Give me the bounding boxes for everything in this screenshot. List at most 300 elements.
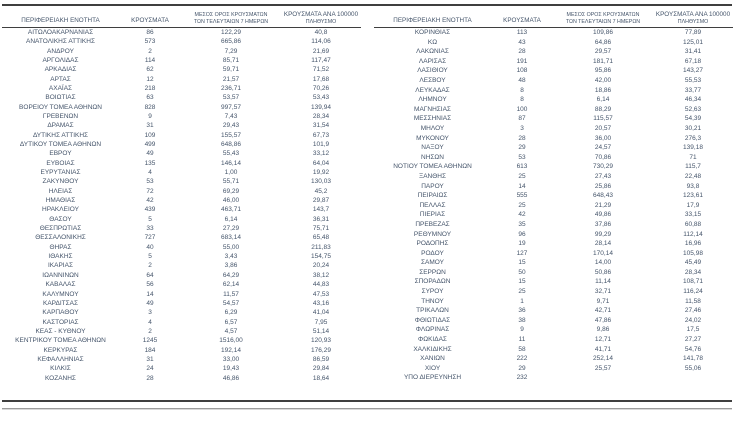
table-cell: ΘΗΡΑΣ [49, 243, 72, 251]
table-cell: ΘΕΣΣΑΛΟΝΙΚΗΣ [35, 234, 86, 242]
table-cell: 122,29 [221, 28, 241, 36]
table-cell: ΠΕΛΛΑΣ [419, 201, 446, 209]
table-row [2, 290, 361, 299]
table-cell: 31,54 [312, 122, 330, 130]
table-cell: 87 [518, 115, 526, 123]
header-avg7 [181, 11, 281, 27]
table-cell: 37,86 [594, 220, 612, 228]
table-cell: 63 [146, 94, 154, 102]
table-row [2, 243, 361, 252]
header-per100k-line1: ΚΡΟΥΣΜΑΤΑ ΑΝΑ 100000 [655, 11, 731, 18]
table-row [374, 316, 733, 326]
table-cell: ΚΑΡΠΑΘΟΥ [42, 309, 79, 317]
table-body [374, 27, 733, 383]
table-cell: 25 [518, 288, 526, 296]
table-cell: 4 [148, 169, 152, 177]
table-cell: 41,71 [594, 345, 612, 353]
table-cell: 15 [518, 278, 526, 286]
table-row [374, 153, 733, 163]
table-cell: 8 [520, 96, 524, 104]
table-cell: 9,86 [596, 326, 610, 334]
table-cell: 4,57 [224, 327, 238, 335]
table-cell: ΙΚΑΡΙΑΣ [48, 262, 73, 270]
table-cell: ΛΕΣΒΟΥ [419, 77, 446, 84]
table-cell: 46,86 [222, 374, 240, 382]
table-cell: 11,14 [595, 278, 611, 286]
table-row [2, 140, 361, 149]
table-cell: ΚΕΑΣ - ΚΥΘΝΟΥ [35, 327, 86, 335]
table-row [2, 131, 361, 140]
table-cell: 1245 [142, 337, 158, 345]
table-cell: 40,8 [314, 28, 328, 36]
table-cell: 15 [518, 259, 526, 267]
table-cell: ΚΩ [427, 38, 438, 46]
table-cell: 232 [516, 374, 528, 382]
table-cell: 115,57 [593, 115, 613, 123]
table-row [374, 38, 733, 48]
table-cell: 59,71 [222, 66, 240, 74]
table-row [374, 229, 733, 239]
table-cell: 648,43 [593, 192, 613, 200]
table-row [374, 124, 733, 134]
table-cell: 45,49 [684, 259, 702, 267]
table-cell: 19 [518, 240, 526, 248]
table-cell: 236,71 [221, 84, 241, 92]
tables-container [2, 11, 733, 383]
table-cell: 77,89 [684, 29, 702, 37]
table-cell: 51,14 [312, 327, 330, 335]
table-cell: 8 [520, 86, 524, 94]
table-cell: 33,77 [684, 86, 702, 94]
table-row [2, 37, 361, 46]
table-cell: ΗΛΕΙΑΣ [48, 187, 73, 195]
table-cell: ΜΥΚΟΝΟΥ [416, 134, 449, 142]
table-cell: 67,18 [684, 57, 702, 65]
table-cell: ΤΗΝΟΥ [421, 297, 444, 305]
table-row [2, 355, 361, 364]
table-cell: 5 [148, 253, 152, 261]
table-cell: 30,21 [684, 124, 702, 132]
table-row [2, 271, 361, 280]
table-cell: 109,86 [593, 29, 613, 37]
table-cell: 12,71 [594, 336, 612, 344]
table-cell: 42,00 [594, 77, 612, 84]
table-cell: 191 [516, 57, 528, 65]
table-cell: ΚΕΦΑΛΛΗΝΙΑΣ [37, 355, 84, 363]
table-cell: 53 [146, 178, 154, 186]
table-cell: 17,9 [686, 201, 700, 209]
table-cell: 11 [518, 336, 526, 344]
table-cell: ΘΑΣΟΥ [49, 215, 72, 223]
table-cell: 42 [146, 197, 154, 205]
table-cell: 499 [144, 141, 156, 149]
table-cell: 27,43 [594, 172, 612, 180]
table-row [2, 364, 361, 373]
table-cell: 24,57 [594, 144, 612, 152]
table-cell: 613 [516, 163, 528, 171]
table-cell: 1,00 [224, 169, 238, 177]
table-cell: 99,29 [594, 230, 612, 238]
table-cell: 42,71 [594, 307, 612, 315]
table-cell: 28 [518, 134, 526, 142]
table-cell: 101,9 [312, 141, 330, 149]
table-cell: 85,71 [222, 56, 240, 64]
table-row [374, 191, 733, 201]
table-cell: 100 [516, 105, 528, 113]
bottom-rule-thick [2, 400, 732, 402]
header-per100k-line2: ΠΛΗΘΥΣΜΟ [305, 18, 337, 25]
table-row [2, 168, 361, 177]
table-cell: 6,14 [596, 96, 610, 104]
table-cell: 1516,00 [219, 337, 243, 345]
table-cell: 22,48 [684, 172, 702, 180]
table-cell: ΣΠΟΡΑΔΩΝ [414, 278, 451, 286]
table-cell: 75,71 [312, 225, 330, 233]
table-cell: 21,69 [312, 47, 330, 55]
table-row [2, 215, 361, 224]
table-cell: 54,57 [222, 299, 240, 307]
table-cell: 276,3 [684, 134, 702, 142]
table-cell: 2 [148, 47, 152, 55]
table-cell: ΡΟΔΟΠΗΣ [416, 240, 449, 248]
table-cell: 29,87 [312, 197, 330, 205]
table-cell: 72 [146, 187, 154, 195]
table-cell: 29,84 [312, 365, 330, 373]
table-cell: 14 [518, 182, 526, 190]
table-row [374, 66, 733, 76]
table-cell: 3,43 [224, 253, 238, 261]
table-cell: ΚΑΣΤΟΡΙΑΣ [42, 318, 79, 326]
table-row [2, 318, 361, 327]
table-row [2, 308, 361, 317]
table-cell: 192,14 [221, 346, 241, 354]
table-cell: 6,14 [224, 215, 238, 223]
table-row [374, 325, 733, 335]
table-cell: 24,02 [684, 316, 702, 324]
table-row [2, 346, 361, 355]
table-header [2, 11, 361, 27]
table-row [2, 336, 361, 345]
table-row [2, 233, 361, 242]
table-cell: 7,95 [314, 318, 328, 326]
table-cell: 31,41 [684, 48, 702, 56]
header-avg7-line1: ΜΕΣΟΣ ΟΡΟΣ ΚΡΟΥΣΜΑΤΩΝ [194, 12, 268, 19]
table-cell: 33,15 [684, 211, 702, 219]
table-cell: ΗΜΑΘΙΑΣ [45, 197, 76, 205]
table-cell: 120,93 [311, 337, 331, 345]
table-row [2, 280, 361, 289]
header-per100k-line1: ΚΡΟΥΣΜΑΤΑ ΑΝΑ 100000 [283, 11, 359, 18]
header-avg7-line2: ΤΩΝ ΤΕΛΕΥΤΑΙΩΝ 7 ΗΜΕΡΩΝ [193, 18, 269, 25]
table-cell: 27,46 [684, 307, 702, 315]
table-cell: 11,57 [223, 290, 239, 298]
table-cell: 25 [518, 201, 526, 209]
table-cell: ΚΟΡΙΝΘΙΑΣ [414, 29, 451, 37]
table-cell: 146,14 [221, 159, 241, 167]
table-cell: 70,26 [312, 84, 330, 92]
table-cell: ΗΡΑΚΛΕΙΟΥ [42, 206, 79, 214]
table-row [374, 297, 733, 307]
table-cell: 55,71 [222, 178, 240, 186]
table-cell: ΛΑΡΙΣΑΣ [418, 57, 447, 65]
table-cell: 1 [520, 297, 524, 305]
table-cell: 53 [518, 153, 526, 161]
table-cell: ΔΡΑΜΑΣ [47, 122, 74, 130]
table-cell: 730,29 [593, 163, 613, 171]
table-row [374, 57, 733, 67]
table-cell: 18,86 [594, 86, 612, 94]
table-cell: 573 [144, 38, 156, 46]
table-row [2, 327, 361, 336]
table-cell: 96 [518, 230, 526, 238]
table-cell: 65,48 [312, 234, 330, 242]
table-row [2, 159, 361, 168]
table-cell: 54,39 [684, 115, 702, 123]
table-cell: ΒΟΡΕΙΟΥ ΤΟΜΕΑ ΑΘΗΝΩΝ [19, 103, 102, 111]
table-cell: ΕΥΒΟΙΑΣ [46, 159, 75, 167]
table-cell: 9 [148, 112, 152, 120]
table-cell: ΧΙΟΥ [424, 364, 441, 372]
table-cell: 54,76 [684, 345, 702, 353]
table-cell: 7,43 [224, 112, 238, 120]
table-cell: 33,12 [312, 150, 330, 158]
table-cell: ΘΕΣΠΡΩΤΙΑΣ [39, 225, 82, 233]
table-row [374, 133, 733, 143]
table-cell: 130,03 [311, 178, 331, 186]
table-cell: 139,18 [683, 144, 703, 152]
table-cell: ΠΙΕΡΙΑΣ [419, 211, 446, 219]
table-cell: 28 [518, 48, 526, 56]
table-cell: 33,00 [222, 355, 240, 363]
table-cell: 113 [516, 29, 528, 37]
table-cell: ΑΝΔΡΟΥ [47, 47, 74, 55]
table-cell: ΜΕΣΣΗΝΙΑΣ [413, 115, 452, 123]
table-cell: ΚΑΛΥΜΝΟΥ [42, 290, 79, 298]
table-cell: 62,14 [222, 281, 240, 289]
table-row [2, 93, 361, 102]
table-cell: 114 [144, 56, 156, 64]
table-cell: ΙΘΑΚΗΣ [48, 253, 73, 261]
table-cell: ΔΥΤΙΚΗΣ ΑΤΤΙΚΗΣ [32, 131, 89, 139]
header-avg7 [553, 11, 653, 27]
table-cell: 19,92 [312, 169, 330, 177]
table-row [2, 121, 361, 130]
table-cell: 35 [518, 220, 526, 228]
table-row [2, 56, 361, 65]
header-region: ΠΕΡΙΦΕΡΕΙΑΚΗ ΕΝΟΤΗΤΑ [2, 11, 119, 27]
table-cell: ΡΕΘΥΜΝΟΥ [413, 230, 452, 238]
table-cell: 29 [518, 144, 526, 152]
table-cell: ΚΟΖΑΝΗΣ [45, 374, 76, 382]
table-row [374, 277, 733, 287]
header-avg7-line2: ΤΩΝ ΤΕΛΕΥΤΑΙΩΝ 7 ΗΜΕΡΩΝ [565, 18, 641, 25]
table-cell: 11,58 [685, 297, 701, 305]
table-cell: 18,64 [312, 374, 330, 382]
table-cell: ΛΕΥΚΑΔΑΣ [415, 86, 450, 94]
table-cell: 31 [146, 122, 154, 130]
table-cell: 25 [518, 172, 526, 180]
table-cell: 218 [144, 84, 156, 92]
table-cell: 6,57 [224, 318, 238, 326]
table-row [374, 95, 733, 105]
table-cell: 20,24 [312, 262, 330, 270]
table-row [374, 172, 733, 182]
table-cell: 439 [144, 206, 156, 214]
table-cell: ΚΕΝΤΡΙΚΟΥ ΤΟΜΕΑ ΑΘΗΝΩΝ [15, 337, 106, 345]
table-cell: 4 [148, 318, 152, 326]
table-cell: ΝΟΤΙΟΥ ΤΟΜΕΑ ΑΘΗΝΩΝ [393, 163, 472, 171]
table-cell: 88,29 [594, 105, 612, 113]
table-row [374, 162, 733, 172]
table-row [2, 205, 361, 214]
table-cell: 211,83 [311, 243, 331, 251]
table-row [374, 268, 733, 278]
table-row [374, 258, 733, 268]
table-cell: 36,00 [594, 134, 612, 142]
table-header [374, 11, 733, 27]
table-cell: 997,57 [221, 103, 241, 111]
table-cell: 555 [516, 192, 528, 200]
table-cell: 21,57 [222, 75, 240, 83]
table-cell: 43,16 [312, 299, 330, 307]
table-row [374, 181, 733, 191]
header-cases: ΚΡΟΥΣΜΑΤΑ [119, 11, 181, 27]
table-cell: 170,14 [593, 249, 613, 257]
top-rule [2, 4, 732, 6]
table-cell: 58 [518, 345, 526, 353]
table-cell: 176,29 [311, 346, 331, 354]
table-cell: 683,14 [221, 234, 241, 242]
table-cell: ΣΥΡΟΥ [421, 288, 444, 296]
table-cell: 17,5 [686, 326, 700, 334]
table-cell: 2 [148, 262, 152, 270]
table-row [2, 112, 361, 121]
table-cell: 143,7 [312, 206, 330, 214]
table-cell: 53,57 [222, 94, 240, 102]
table-cell: ΑΡΤΑΣ [50, 75, 71, 83]
table-cell: ΝΗΣΩΝ [421, 153, 444, 161]
table-cell: ΠΑΡΟΥ [421, 182, 444, 190]
table-cell: 49 [146, 150, 154, 158]
table-cell: 727 [144, 234, 156, 242]
table-cell: 71,52 [312, 66, 330, 74]
table-cell: 108 [516, 67, 528, 75]
table-cell: 52,63 [684, 105, 702, 113]
table-cell: 47,86 [594, 316, 612, 324]
table-cell: 50,86 [594, 268, 612, 276]
table-cell: 24 [146, 365, 154, 373]
table-cell: 141,78 [683, 355, 703, 363]
table-cell: 49 [146, 299, 154, 307]
table-row [374, 239, 733, 249]
table-cell: 47,53 [312, 290, 330, 298]
table-cell: 32,71 [594, 288, 612, 296]
table-cell: 55,53 [684, 77, 702, 84]
table-cell: ΚΑΡΔΙΤΣΑΣ [42, 299, 78, 307]
table-cell: ΑΧΑΪΑΣ [48, 84, 73, 92]
table-cell: ΦΩΚΙΔΑΣ [418, 336, 447, 344]
table-row [2, 299, 361, 308]
table-cell: 648,86 [221, 141, 241, 149]
table-cell: 25,57 [594, 364, 612, 372]
header-region: ΠΕΡΙΦΕΡΕΙΑΚΗ ΕΝΟΤΗΤΑ [374, 11, 491, 27]
table-cell: 9 [520, 326, 524, 334]
table-cell: 3,86 [224, 262, 238, 270]
header-per100k-line2: ΠΛΗΘΥΣΜΟ [677, 18, 709, 25]
table-cell: ΖΑΚΥΝΘΟΥ [42, 178, 79, 186]
table-cell: 71 [689, 153, 697, 161]
table-cell: ΤΡΙΚΑΛΩΝ [416, 307, 449, 315]
table-cell: ΞΑΝΘΗΣ [418, 172, 447, 180]
table-cell: 105,98 [683, 249, 703, 257]
table-cell: ΕΥΡΥΤΑΝΙΑΣ [40, 169, 81, 177]
table-row [2, 224, 361, 233]
table-cell: ΥΠΟ ΔΙΕΡΕΥΝΗΣΗ [403, 374, 462, 382]
header-per100k [653, 11, 733, 27]
table-cell: 67,73 [312, 131, 330, 139]
table-row [374, 85, 733, 95]
table-cell: 139,94 [311, 103, 331, 111]
table-cell: 50 [518, 268, 526, 276]
table-row [374, 27, 733, 37]
table-cell: 28,14 [594, 240, 612, 248]
table-cell: ΔΥΤΙΚΟΥ ΤΟΜΕΑ ΑΘΗΝΩΝ [19, 141, 102, 149]
table-cell: 115,7 [685, 163, 701, 171]
table-cell: ΦΛΩΡΙΝΑΣ [415, 326, 450, 334]
table-cell: 55,43 [222, 150, 240, 158]
table-cell: ΒΟΙΩΤΙΑΣ [45, 94, 76, 102]
table-row [2, 374, 361, 383]
table-cell: ΜΑΓΝΗΣΙΑΣ [414, 105, 451, 113]
table-row [374, 287, 733, 297]
table-cell: 56 [146, 281, 154, 289]
table-cell: 40 [146, 243, 154, 251]
table-cell: 143,27 [683, 67, 703, 75]
table-cell: ΑΡΓΟΛΙΔΑΣ [42, 56, 79, 64]
table-cell: 463,71 [221, 206, 241, 214]
table-cell: 70,86 [594, 153, 612, 161]
table-cell: ΚΕΡΚΥΡΑΣ [43, 346, 78, 354]
table-cell: ΛΗΜΝΟΥ [418, 96, 447, 104]
header-avg7-line1: ΜΕΣΟΣ ΟΡΟΣ ΚΡΟΥΣΜΑΤΩΝ [566, 12, 640, 19]
header-cases: ΚΡΟΥΣΜΑΤΑ [491, 11, 553, 27]
table-cell: 46,00 [222, 197, 240, 205]
table-row [2, 103, 361, 112]
table-cell: 64,86 [594, 38, 612, 46]
table-cell: 64 [146, 271, 154, 279]
table-cell: 33 [146, 225, 154, 233]
table-cell: 9,71 [596, 297, 610, 305]
table-cell: ΛΑΚΩΝΙΑΣ [416, 48, 449, 56]
table-cell: 109 [144, 131, 156, 139]
table-cell: 62 [146, 66, 154, 74]
table-row [374, 373, 733, 383]
table-cell: 29 [518, 364, 526, 372]
table-cell: ΣΑΜΟΥ [421, 259, 444, 267]
table-row [374, 210, 733, 220]
table-cell: 252,14 [593, 355, 613, 363]
table-cell: 14,00 [594, 259, 612, 267]
table-cell: ΑΙΤΩΛΟΑΚΑΡΝΑΝΙΑΣ [27, 28, 94, 36]
table-cell: 20,57 [594, 124, 612, 132]
table-cell: 27,27 [684, 336, 702, 344]
table-cell: 665,86 [221, 38, 241, 46]
table-row [2, 84, 361, 93]
table-cell: ΣΕΡΡΩΝ [419, 268, 446, 276]
table-cell: 116,24 [683, 288, 703, 296]
table-cell: ΙΩΑΝΝΙΝΩΝ [42, 271, 79, 279]
table-cell: 2 [148, 327, 152, 335]
